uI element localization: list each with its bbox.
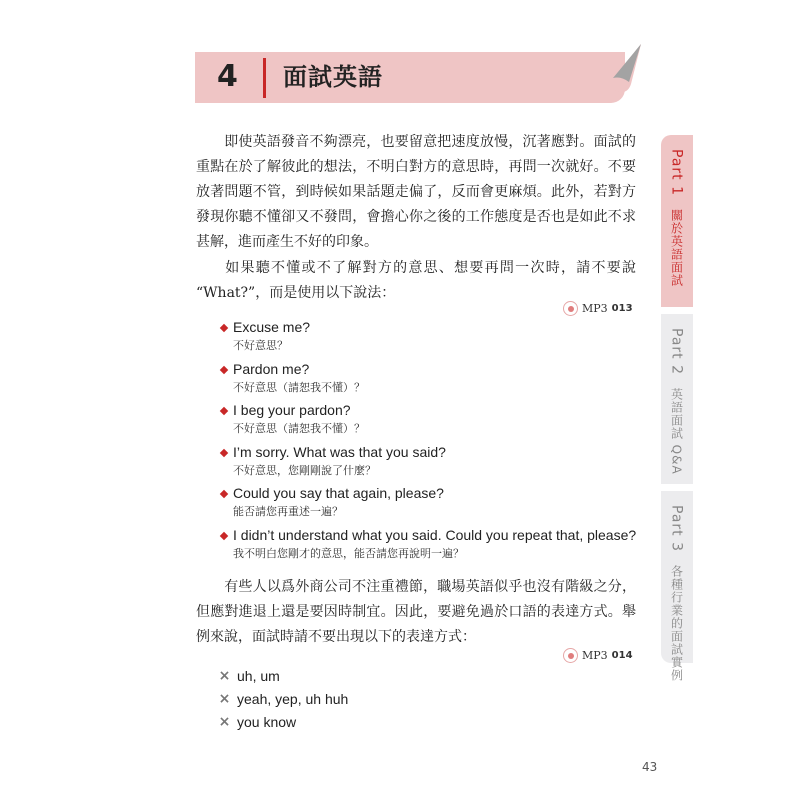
list-item — [218, 318, 638, 360]
audio-label: MP3 — [582, 302, 608, 315]
phrase-chinese: 我不明白您剛才的意思，能否請您再說明一遍？ — [233, 546, 464, 560]
list-item — [218, 360, 638, 402]
phrase-english: Could you say that again, please? — [233, 485, 444, 501]
list-item — [218, 687, 348, 710]
avoid-expression: yeah, yep, uh huh — [237, 690, 349, 707]
phrase-chinese: 不好意思？ — [233, 339, 288, 352]
avoid-expression: uh, um — [237, 667, 280, 684]
intro-paragraph — [196, 130, 636, 255]
avoid-expression: you know — [237, 713, 297, 730]
polite-phrases-list — [218, 318, 638, 567]
phrase-chinese: 不好意思，您剛剛說了什麼？ — [233, 463, 376, 477]
tab-part-number: Part 3 — [668, 505, 685, 552]
list-item — [218, 443, 638, 485]
list-item — [218, 526, 638, 568]
tab-part-title: 各種行業的面試實例 — [669, 564, 684, 682]
tab-label — [669, 328, 686, 484]
avoid-expressions-list — [218, 664, 348, 733]
phrase-english: Excuse me? — [233, 319, 311, 335]
phrase-chinese: 不好意思（請恕我不懂）？ — [233, 422, 365, 435]
diamond-bullet-icon — [220, 531, 228, 539]
audio-track-014[interactable] — [563, 648, 633, 663]
audio-disc-icon — [563, 648, 578, 663]
chapter-title: 面試英語 — [283, 63, 383, 91]
list-item — [218, 401, 638, 443]
cross-icon: × — [218, 713, 231, 730]
tab-part-title: 英語面試 Q&A — [669, 387, 684, 475]
phrase-chinese: 不好意思（請恕我不懂）？ — [233, 380, 365, 394]
tab-part-3[interactable] — [661, 491, 693, 682]
chapter-number: 4 — [217, 59, 238, 94]
tab-part-2[interactable] — [661, 314, 693, 484]
diamond-bullet-icon — [220, 407, 228, 415]
list-item — [218, 710, 348, 733]
phrase-english: I’m sorry. What was that you said? — [233, 443, 446, 460]
tab-part-number: Part 2 — [668, 328, 685, 375]
tab-part-title: 關於英語面試 — [669, 208, 684, 287]
audio-number: 014 — [611, 650, 633, 661]
audio-track-013[interactable] — [563, 301, 633, 316]
audio-disc-icon — [563, 301, 578, 316]
instruction-paragraph — [196, 256, 636, 306]
phrase-english: I didn’t understand what you said. Could you repeat that, please? — [233, 526, 637, 543]
intro-paragraph-text: 即使英語發音不夠漂亮，也要留意把速度放慢，沉著應對。面試的重點在於了解彼此的想法，不明白對方的意思時，再問一次就好。不要放著問題不管，到時候如果話題走偏了，反而會更麻煩。此外，若對方發現你聽不懂卻又不發問，會擔心你之後的工作態度是否也是如此不求甚解，進而產生不好的印象。 — [196, 134, 636, 250]
diamond-bullet-icon — [220, 365, 228, 373]
formality-paragraph-text: 有些人以爲外商公司不注重禮節，職場英語似乎也沒有階級之分，但應對進退上還是要因時制宜。因此，要避免過於口語的表達方式。舉例來說，面試時請不要出現以下的表達方式： — [196, 579, 636, 645]
audio-label: MP3 — [582, 649, 608, 662]
page-curl-icon — [607, 44, 641, 94]
banner-divider — [263, 58, 266, 98]
chapter-banner — [195, 52, 625, 103]
diamond-bullet-icon — [220, 324, 228, 332]
phrase-english: I beg your pardon? — [233, 402, 351, 418]
cross-icon: × — [218, 667, 231, 684]
formality-paragraph — [196, 575, 636, 650]
page-number: 43 — [642, 760, 658, 774]
cross-icon: × — [218, 690, 231, 707]
phrase-chinese: 能否請您再重述一遍？ — [233, 505, 343, 518]
phrase-english: Pardon me? — [233, 360, 310, 377]
diamond-bullet-icon — [220, 448, 228, 456]
list-item — [218, 664, 348, 687]
instruction-paragraph-text: 如果聽不懂或不了解對方的意思、想要再問一次時，請不要說 “What?”，而是使用以下說法： — [196, 260, 636, 301]
tab-label — [668, 505, 686, 682]
list-item — [218, 484, 638, 526]
tab-label — [669, 149, 686, 307]
diamond-bullet-icon — [220, 490, 228, 498]
tab-part-number: Part 1 — [668, 149, 685, 196]
tab-part-1[interactable] — [661, 135, 693, 307]
audio-number: 013 — [611, 303, 633, 314]
